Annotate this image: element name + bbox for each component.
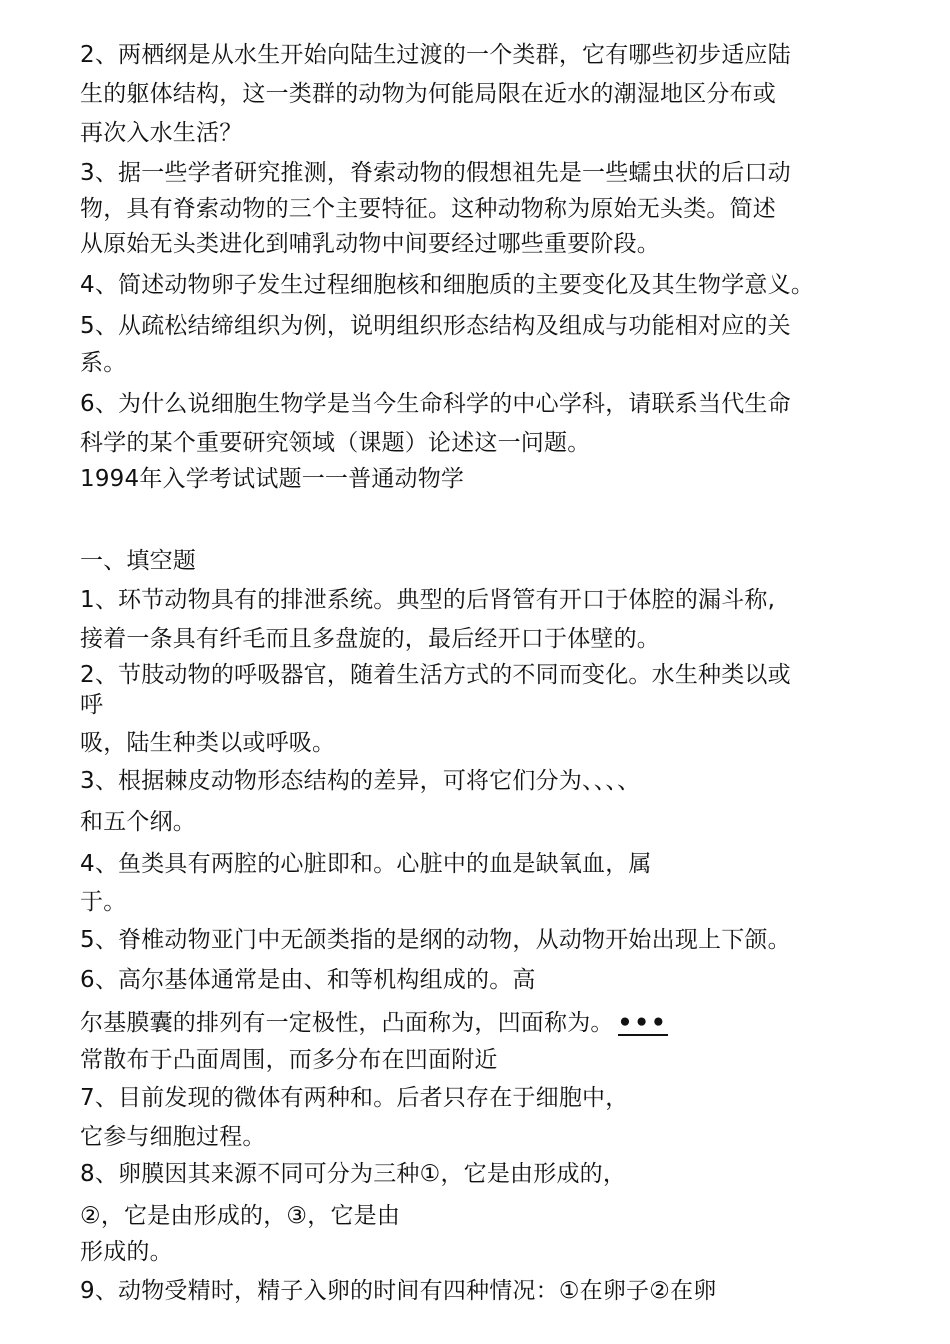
text-line-with-dots xyxy=(80,1008,668,1038)
text-line: 7、目前发现的微体有两种和。后者只存在于细胞中， xyxy=(80,1085,629,1111)
text-line: 从原始无头类进化到哺乳动物中间要经过哪些重要阶段。 xyxy=(80,231,660,257)
text-line: 吸，陆生种类以或呼吸。 xyxy=(80,730,336,756)
text-line: 1、环节动物具有的排泄系统。典型的后肾管有开口于体腔的漏斗称, xyxy=(80,587,776,613)
text-line: 形成的。 xyxy=(80,1239,173,1265)
text-line: 6、为什么说细胞生物学是当今生命科学的中心学科，请联系当代生命 xyxy=(80,391,791,417)
text-line: 9、动物受精时，精子入卵的时间有四种情况：①在卵子②在卵 xyxy=(80,1278,717,1304)
text-line: 再次入水生活？ xyxy=(80,120,243,146)
text-line: 尔基膜囊的排列有一定极性，凸面称为，凹面称为。 xyxy=(80,1010,614,1036)
text-line: 8、卵膜因其来源不同可分为三种①，它是由形成的， xyxy=(80,1161,627,1187)
section-heading: 一、填空题 xyxy=(80,548,196,574)
text-line: 3、根据棘皮动物形态结构的差异，可将它们分为、、、、 xyxy=(80,768,641,794)
text-line: 5、从疏松结缔组织为例，说明组织形态结构及组成与功能相对应的关 xyxy=(80,313,791,339)
text-line: 5、脊椎动物亚门中无颌类指的是纲的动物，从动物开始出现上下颌。 xyxy=(80,927,791,953)
text-line: 科学的某个重要研究领域（课题）论述这一问题。 xyxy=(80,430,591,456)
text-line: 于。 xyxy=(80,889,127,915)
text-line: 3、据一些学者研究推测，脊索动物的假想祖先是一些蠕虫状的后口动 xyxy=(80,160,791,186)
section-title: 1994年入学考试试题一一普通动物学 xyxy=(80,466,465,492)
text-line: ②，它是由形成的，③，它是由 xyxy=(80,1203,401,1229)
text-line: 2、两栖纲是从水生开始向陆生过渡的一个类群，它有哪些初步适应陆 xyxy=(80,42,791,68)
text-line: 接着一条具有纤毛而且多盘旋的，最后经开口于体壁的。 xyxy=(80,626,660,652)
text-line: 呼 xyxy=(80,692,104,718)
text-line: 2、节肢动物的呼吸器官，随着生活方式的不同而变化。水生种类以或 xyxy=(80,662,791,688)
text-line: 常散布于凸面周围，而多分布在凹面附近 xyxy=(80,1047,498,1073)
text-line: 系。 xyxy=(80,350,127,376)
text-line: 6、高尔基体通常是由、和等机构组成的。高 xyxy=(80,967,536,993)
text-line: 它参与细胞过程。 xyxy=(80,1124,266,1150)
text-line: 4、简述动物卵子发生过程细胞核和细胞质的主要变化及其生物学意义。 xyxy=(80,272,815,298)
dots-mark: ••• xyxy=(617,1010,668,1036)
text-line: 和五个纲。 xyxy=(80,809,196,835)
text-line: 生的躯体结构，这一类群的动物为何能局限在近水的潮湿地区分布或 xyxy=(80,81,776,107)
text-line: 4、鱼类具有两腔的心脏即和。心脏中的血是缺氧血，属 xyxy=(80,851,652,877)
text-line: 物，具有脊索动物的三个主要特征。这种动物称为原始无头类。简述 xyxy=(80,196,776,222)
